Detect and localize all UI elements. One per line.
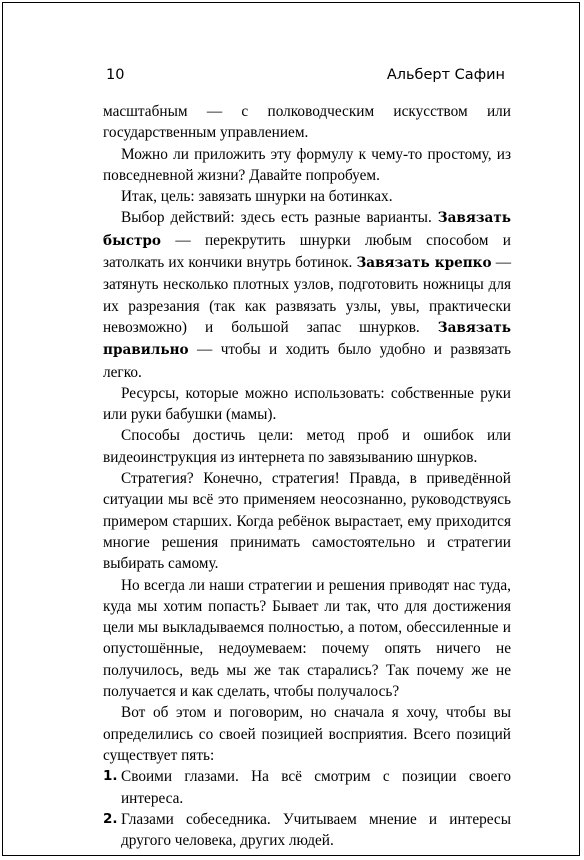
paragraph xyxy=(103,468,511,574)
bold-phrase: Завязать крепко xyxy=(356,255,492,272)
text-run: — затянуть несколько плотных узлов, подготовить ножницы для их разрезания (так как развязать узлы, увы, практически невозможно) и большой запас шнурков. xyxy=(103,254,511,336)
text-run: — перекрутить шнурки любым способом и затолкать их кончики внутрь ботинок. xyxy=(103,231,511,272)
paragraph xyxy=(103,207,511,382)
list-item xyxy=(103,809,511,852)
numbered-list xyxy=(103,766,511,851)
list-item-text: Глазами собеседника. Учитываем мнение и интересы другого человека, других людей. xyxy=(121,810,511,850)
text-run: Стратегия? Конечно, стратегия! Правда, в приведённой ситуации мы всё это применяем неосознанно, руководствуясь примером старших. Когда ребёнок вырастает, ему приходится многие решения принимать самостоятельно и стратегии выбирать самому. xyxy=(103,470,511,573)
paragraph xyxy=(103,425,511,468)
list-number: 1. xyxy=(103,768,118,785)
text-run: Итак, цель: завязать шнурки на ботинках. xyxy=(121,188,393,206)
text-run: Способы достичь цели: метод проб и ошибок или видеоинструкция из интернета по завязыванию шнурков. xyxy=(103,427,511,466)
paragraph xyxy=(103,383,511,426)
text-run: Выбор действий: здесь есть разные варианты. xyxy=(121,209,438,227)
paragraph xyxy=(103,575,511,703)
text-run: Вот об этом и поговорим, но сначала я хочу, чтобы вы определились со своей позицией восприятия. Всего позиций существует пять: xyxy=(103,704,511,764)
paragraph xyxy=(103,186,511,207)
bold-phrase: Завязать быстро xyxy=(103,210,511,249)
text-run: Но всегда ли наши стратегии и решения приводят нас туда, куда мы хотим попасть? Бывает ли так, что для достижения цели мы выкладываемся полностью, а потом, обессиленные и опустошённые, недоумеваем: почему опять ничего не получилось, ведь мы же так старались? Так почему же не получается и как сделать, чтобы получалось? xyxy=(103,576,511,701)
bold-phrase: Завязать правильно xyxy=(103,319,511,359)
text-run: масштабным — с полководческим искусством или государственным управлением. xyxy=(103,103,511,142)
paragraph xyxy=(103,702,511,766)
running-head: Альберт Сафин xyxy=(386,67,505,83)
text-run: Можно ли приложить эту формулу к чему-то простому, из повседневной жизни? Давайте попробуем. xyxy=(103,145,511,184)
page-number: 10 xyxy=(106,67,125,83)
page-header xyxy=(106,67,505,89)
list-item xyxy=(103,766,511,809)
body-text xyxy=(103,101,511,851)
paragraph xyxy=(103,101,511,144)
text-run: — чтобы и ходить было удобно и развязать легко. xyxy=(103,341,511,381)
list-item-text: Своими глазами. На всё смотрим с позиции своего интереса. xyxy=(121,768,511,807)
paragraph xyxy=(103,144,511,187)
list-number: 2. xyxy=(103,810,118,827)
text-run: Ресурсы, которые можно использовать: собственные руки или руки бабушки (мамы). xyxy=(103,384,511,424)
